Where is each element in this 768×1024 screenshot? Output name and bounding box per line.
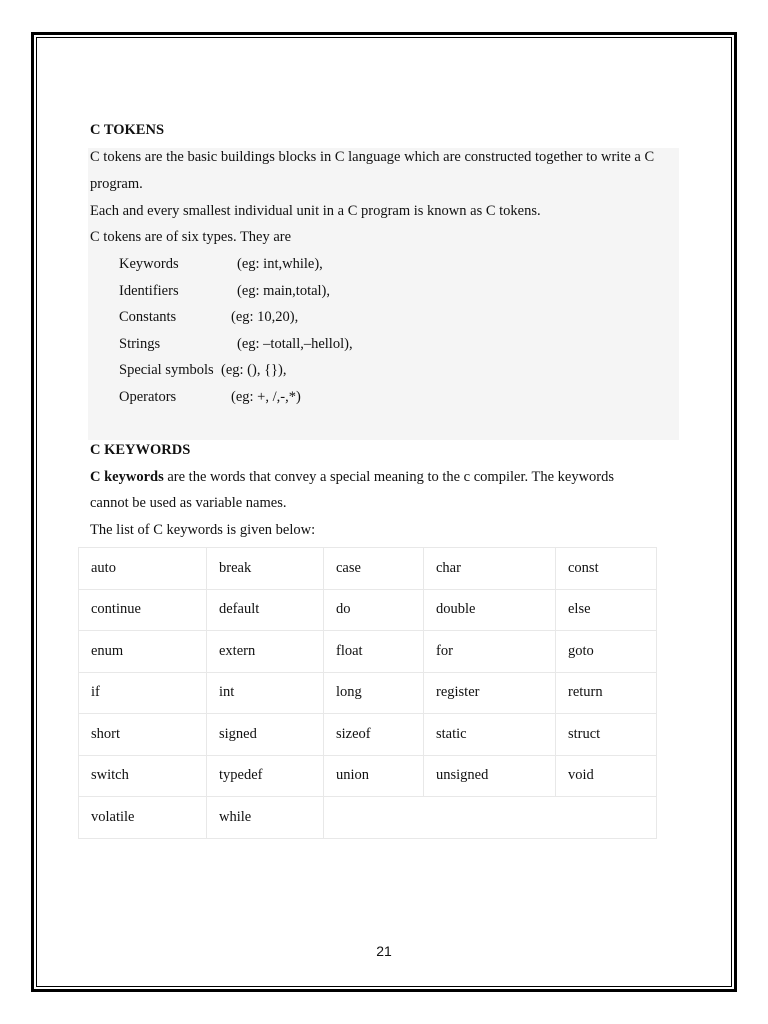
keyword-cell: unsigned (424, 755, 556, 797)
keywords-table (78, 547, 657, 839)
keyword-cell: extern (207, 631, 324, 673)
token-type-example: (eg: 10,20), (231, 309, 299, 325)
keyword-cell: default (207, 589, 324, 631)
keyword-cell: auto (79, 548, 207, 590)
keywords-intro-line1 (90, 468, 614, 486)
keyword-cell: continue (79, 589, 207, 631)
keyword-cell: goto (556, 631, 657, 673)
keywords-list-intro: The list of C keywords is given below: (90, 522, 316, 538)
keyword-cell: switch (79, 755, 207, 797)
keyword-cell: return (556, 672, 657, 714)
table-row (79, 714, 657, 756)
tokens-heading: C TOKENS (90, 122, 165, 138)
table-row (79, 631, 657, 673)
table-row (79, 797, 657, 839)
keyword-cell: const (556, 548, 657, 590)
keyword-cell: for (424, 631, 556, 673)
keyword-cell: int (207, 672, 324, 714)
keyword-cell: double (424, 589, 556, 631)
keyword-cell: typedef (207, 755, 324, 797)
keyword-cell: while (207, 797, 324, 839)
keyword-cell: void (556, 755, 657, 797)
table-row (79, 589, 657, 631)
token-type-example: (eg: main,total), (237, 283, 331, 299)
token-type-example: (eg: (), {}), (221, 362, 287, 378)
tokens-paragraph-line1: C tokens are the basic buildings blocks in C language which are constructed together to write a C (90, 149, 655, 165)
page-number: 21 (376, 943, 392, 959)
keyword-cell: case (324, 548, 424, 590)
token-type-example: (eg: +, /,-,*) (231, 389, 301, 405)
keywords-heading: C KEYWORDS (90, 442, 191, 458)
keywords-intro-line2: cannot be used as variable names. (90, 495, 287, 511)
tokens-paragraph-3: C tokens are of six types. They are (90, 229, 292, 245)
keyword-cell: volatile (79, 797, 207, 839)
token-type-name: Constants (119, 309, 177, 325)
token-type-name: Identifiers (119, 283, 179, 299)
table-row (79, 548, 657, 590)
keyword-cell: register (424, 672, 556, 714)
token-type-name: Keywords (119, 256, 179, 272)
keyword-cell: float (324, 631, 424, 673)
table-row (79, 755, 657, 797)
keyword-cell: if (79, 672, 207, 714)
keyword-cell: enum (79, 631, 207, 673)
token-type-name: Strings (119, 336, 161, 352)
token-type-name: Special symbols (119, 362, 214, 378)
keyword-cell: char (424, 548, 556, 590)
token-type-example: (eg: int,while), (237, 256, 323, 272)
empty-cell (324, 797, 657, 839)
keyword-cell: else (556, 589, 657, 631)
keyword-cell: do (324, 589, 424, 631)
keywords-intro-bold: C keywords (90, 469, 164, 485)
keyword-cell: break (207, 548, 324, 590)
token-type-name: Operators (119, 389, 177, 405)
keyword-cell: long (324, 672, 424, 714)
keyword-cell: sizeof (324, 714, 424, 756)
tokens-paragraph-line2: program. (90, 176, 143, 192)
keyword-cell: static (424, 714, 556, 756)
keywords-intro-rest: are the words that convey a special meaning to the c compiler. The keywords (163, 469, 615, 485)
keyword-cell: union (324, 755, 424, 797)
tokens-paragraph-2: Each and every smallest individual unit in a C program is known as C tokens. (90, 203, 541, 219)
table-row (79, 672, 657, 714)
keyword-cell: struct (556, 714, 657, 756)
keyword-cell: short (79, 714, 207, 756)
token-type-example: (eg: –totall,–hellol), (237, 336, 353, 352)
keyword-cell: signed (207, 714, 324, 756)
